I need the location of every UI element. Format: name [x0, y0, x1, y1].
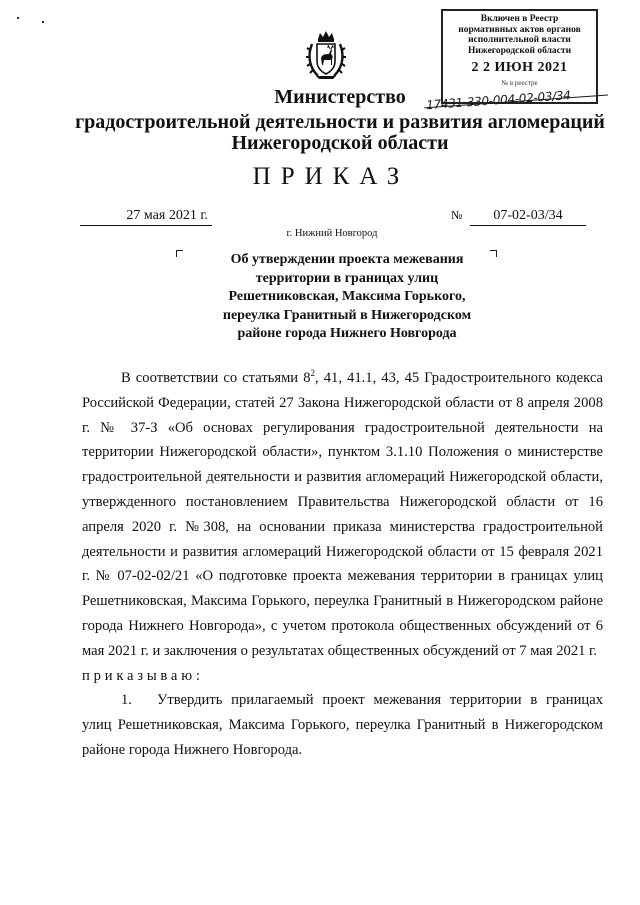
order-city: г. Нижний Новгород	[286, 228, 378, 239]
order-number-label: №	[451, 208, 463, 222]
preamble-text: , 41, 41.1, 43, 45 Градостроительного кодекса Российской Федерации, статей 27 Закона Нижегородской области от 8 апреля 2008 г. № 37-З «Об основах регулирования градостроительной деятельности на территории Нижегородской области», пунктом 3.1.10 Положения о министерстве градостроительной деятельности и развития агломераций Нижегородской области, утвержденного постановлением Правительства Нижегородской области от 16 апреля 2020 г. №308, на основании приказа министерства градостроительной деятельности и развития агломераций Нижегородской области от 15 февраля 2021 г. № 07-02-02/21 «О подготовке проекта межевания территории в границах улиц Решетниковская, Максима Горького, переулка Гранитный в Нижегородском районе города Нижнего Новгорода», с учетом протокола общественных обсуждений от 6 мая 2021 г. и заключения о результатах общественных обсуждений от 7 мая 2021 г.	[82, 370, 603, 659]
stamp-registry-label: № в реестре	[501, 78, 538, 87]
stamp-line: Нижегородской области	[467, 45, 572, 56]
article-superscript: 2	[310, 368, 315, 379]
decree-word: приказываю:	[82, 667, 204, 684]
stamp-line: нормативных актов органов	[458, 24, 581, 35]
item-text: Утвердить прилагаемый проект межевания территории в границах улиц Решетниковская, Максима Горького, переулка Гранитный в Нижегородском районе города Нижнего Новгорода.	[82, 692, 603, 758]
document-type-title: ПРИКАЗ	[252, 163, 410, 190]
stamp-date: 2 2 ИЮН 2021	[471, 60, 568, 75]
stamp-line: Включен в Реестр	[480, 14, 559, 24]
item-number: 1.	[121, 692, 132, 709]
order-item	[82, 688, 603, 762]
preamble-text: В соответствии со статьями 8	[121, 370, 311, 386]
order-date: 27 мая 2021 г.	[80, 207, 212, 226]
preamble-paragraph	[82, 366, 603, 664]
ministry-title: Министерство	[274, 86, 406, 108]
scan-mark	[42, 21, 44, 23]
ministry-title: Нижегородской области	[231, 132, 449, 154]
coat-of-arms-icon	[306, 30, 346, 80]
ministry-title: градостроительной деятельности и развития агломераций	[75, 111, 605, 133]
order-subject: Об утверждении проекта межевания территории в границах улиц Решетниковская, Максима Горького, переулка Гранитный в Нижегородском районе города Нижнего Новгорода	[222, 252, 472, 342]
subject-bracket	[490, 250, 497, 257]
order-number: 07-02-03/34	[470, 207, 586, 226]
order-body	[82, 366, 603, 763]
stamp-line: исполнительной власти	[468, 35, 571, 45]
registry-number-handwritten: 17431-330-004-02-03/34	[426, 86, 605, 112]
scan-mark	[17, 17, 19, 19]
